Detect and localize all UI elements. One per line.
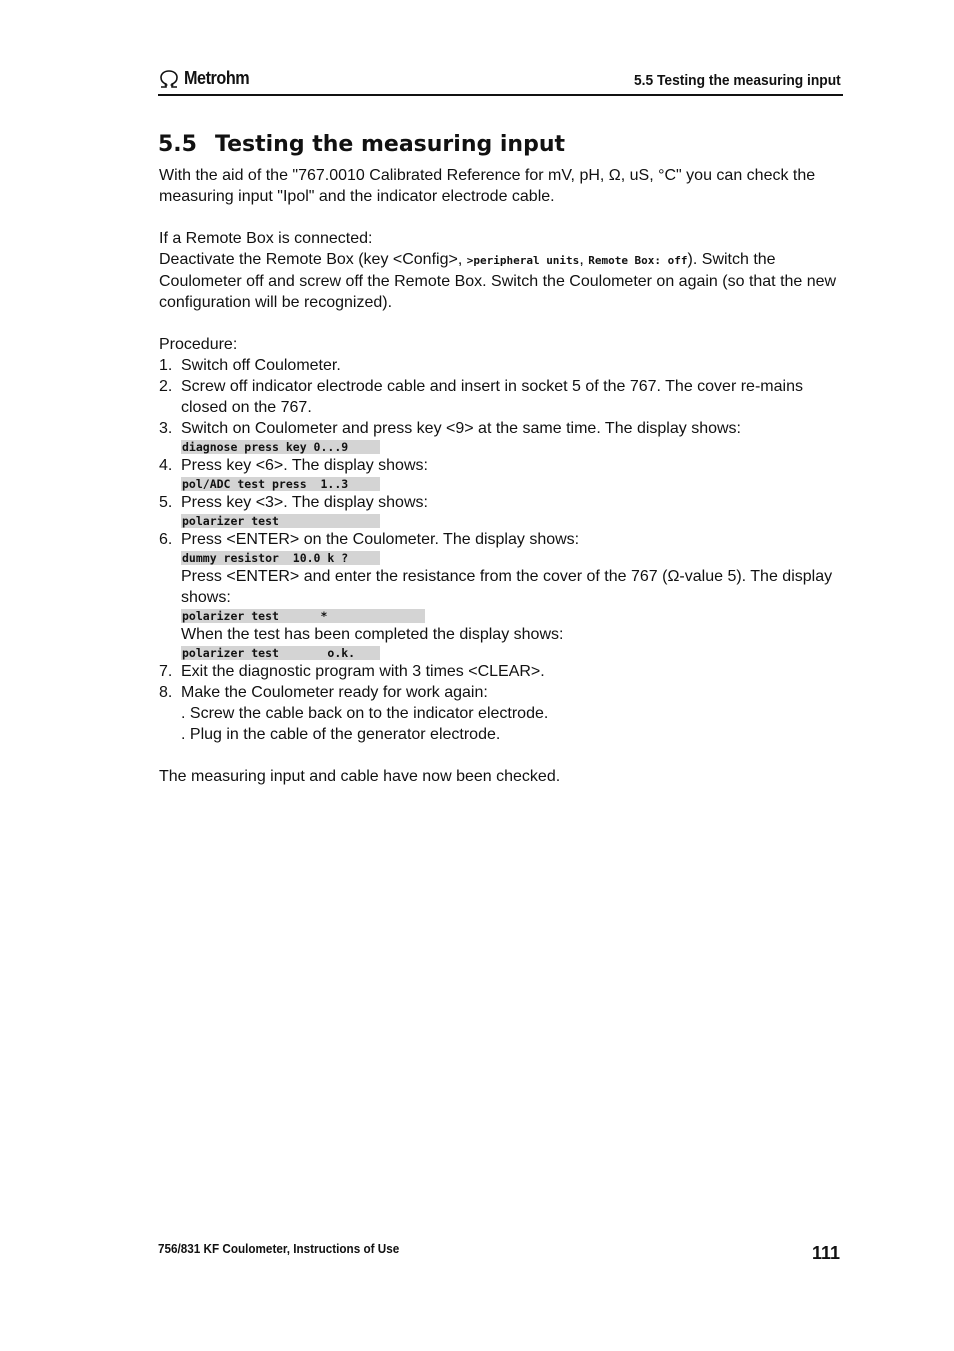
substep: . Plug in the cable of the generator electrode.: [181, 726, 501, 743]
page-body: [159, 165, 844, 787]
section-number: 5.5: [158, 132, 197, 157]
step-3: [159, 418, 844, 454]
step-6: [159, 529, 844, 660]
display-readout: polarizer test: [181, 514, 380, 528]
step-text-continued: Press <ENTER> and enter the resistance from the cover of the 767 (Ω-value 5). The display shows:: [181, 568, 833, 606]
step-text: Screw off indicator electrode cable and insert in socket 5 of the 767. The cover re-mains closed on the 767.: [181, 378, 803, 416]
metrohm-logo-icon: [158, 69, 180, 89]
display-readout: polarizer test *: [181, 609, 425, 623]
step-text: Exit the diagnostic program with 3 times <CLEAR>.: [181, 663, 545, 680]
step-text: Press <ENTER> on the Coulometer. The display shows:: [181, 531, 580, 548]
step-5: [159, 492, 844, 528]
step-number: 7.: [159, 663, 173, 680]
procedure-label: Procedure:: [159, 336, 238, 353]
page-title: [158, 132, 565, 157]
remote-text-b: ). Switch the Coulometer off and screw off the Remote Box. Switch the Coulometer on again (so that the new configuration will be recognized).: [159, 251, 837, 311]
brand-logo: [158, 68, 257, 89]
substep: . Screw the cable back on to the indicator electrode.: [181, 705, 549, 722]
step-text-continued: When the test has been completed the display shows:: [181, 626, 564, 643]
footer-document-title: 756/831 KF Coulometer, Instructions of Use: [158, 1241, 400, 1256]
step-number: 1.: [159, 357, 173, 374]
step-number: 8.: [159, 684, 173, 701]
conclusion-paragraph: The measuring input and cable have now been checked.: [159, 768, 561, 785]
step-number: 3.: [159, 420, 173, 437]
code-remote-box-off: Remote Box: off: [588, 254, 688, 267]
step-number: 2.: [159, 378, 173, 395]
display-readout: diagnose press key 0...9: [181, 440, 380, 454]
display-readout: pol/ADC test press 1..3: [181, 477, 380, 491]
page-number: 111: [811, 1243, 840, 1263]
remote-text-a: Deactivate the Remote Box (key <Config>,: [159, 251, 467, 268]
step-text: Press key <3>. The display shows:: [181, 494, 428, 511]
header-section-title: 5.5 Testing the measuring input: [634, 72, 841, 89]
brand-name: Metrohm: [184, 68, 250, 88]
step-text: Press key <6>. The display shows:: [181, 457, 428, 474]
page-header: [158, 66, 843, 96]
step-7: [159, 661, 844, 682]
step-4: [159, 455, 844, 491]
step-number: 6.: [159, 531, 173, 548]
remote-box-heading: If a Remote Box is connected:: [159, 230, 373, 247]
step-number: 5.: [159, 494, 173, 511]
step-number: 4.: [159, 457, 173, 474]
step-text: Switch on Coulometer and press key <9> at the same time. The display shows:: [181, 420, 741, 437]
display-readout: polarizer test o.k.: [181, 646, 380, 660]
step-2: [159, 376, 844, 418]
step-text: Switch off Coulometer.: [181, 357, 341, 374]
remote-box-instructions: [159, 249, 844, 313]
display-readout: dummy resistor 10.0 k ?: [181, 551, 380, 565]
remote-sep: ,: [579, 251, 589, 268]
step-text: Make the Coulometer ready for work again:: [181, 684, 488, 701]
step-1: [159, 355, 844, 376]
procedure-steps: [159, 355, 844, 745]
code-peripheral-units: >peripheral units: [466, 254, 580, 267]
intro-paragraph: With the aid of the "767.0010 Calibrated Reference for mV, pH, Ω, uS, °C" you can check the measuring input "Ipol" and the indicator electrode cable.: [159, 167, 816, 205]
step-8: [159, 682, 844, 745]
section-title: Testing the measuring input: [215, 132, 566, 157]
